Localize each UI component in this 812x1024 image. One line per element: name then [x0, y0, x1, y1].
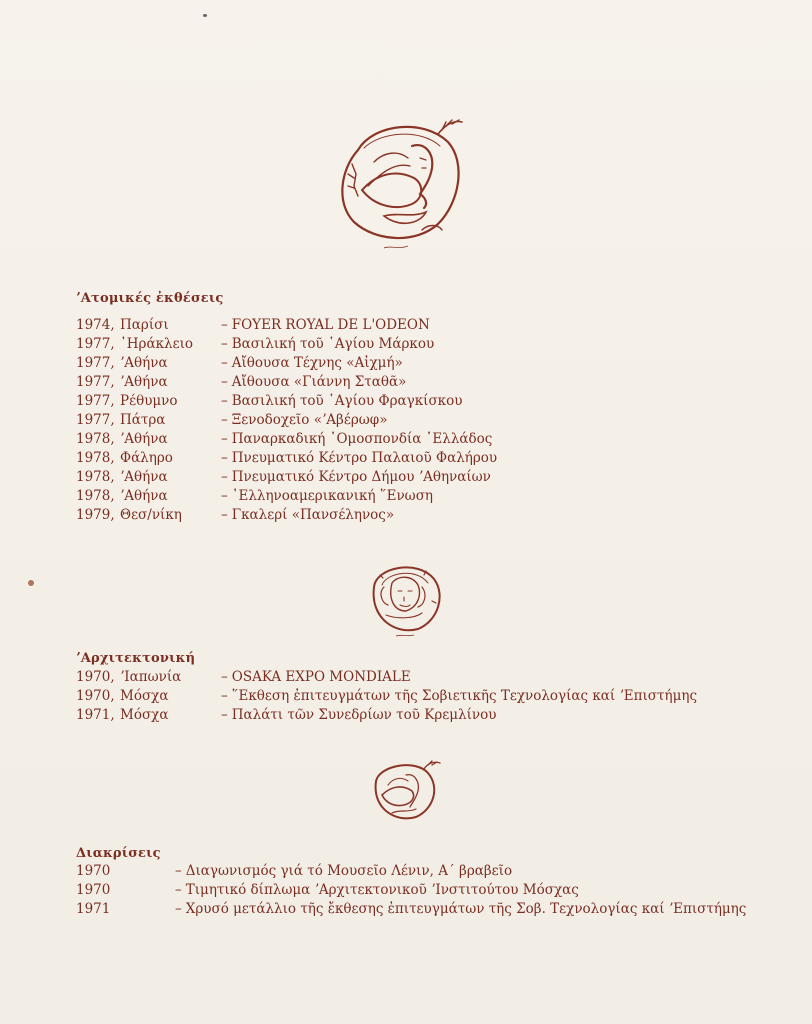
- row-dash: –: [221, 469, 228, 485]
- awards-row: [76, 881, 746, 900]
- row-year: 1977,: [76, 336, 115, 352]
- row-dash: –: [221, 412, 228, 428]
- solo_exhibitions-row: [76, 506, 497, 525]
- row-place: ʼΑθήνα: [120, 469, 168, 485]
- row-venue: Τιμητικό δίπλωμα ʼΑρχιτεκτονικοῦ ʼΙνστιτούτου Μόσχας: [185, 882, 579, 898]
- row-place: ʼΑθήνα: [120, 431, 168, 447]
- architecture-row: [76, 668, 697, 687]
- awards-title: Διακρίσεις: [76, 846, 161, 861]
- solo_exhibitions-row: [76, 354, 497, 373]
- awards-row: [76, 862, 746, 881]
- row-dash: –: [175, 863, 182, 879]
- solo_exhibitions-row: [76, 449, 497, 468]
- dove-woman-emblem-icon: [328, 112, 468, 254]
- row-place: Φάληρο: [120, 450, 173, 466]
- row-dash: –: [175, 882, 182, 898]
- row-dash: –: [221, 688, 228, 704]
- row-place: ʼΑθήνα: [120, 355, 168, 371]
- paper-speck: [203, 14, 207, 17]
- solo-exhibitions-list: [76, 316, 497, 525]
- row-dash: –: [221, 431, 228, 447]
- row-year: 1971,: [76, 707, 115, 723]
- row-venue: ῞Εκθεση ἐπιτευγμάτων τῆς Σοβιετικῆς Τεχνολογίας καί ʼΕπιστήμης: [231, 688, 698, 704]
- row-venue: Παναρκαδική ῾Ομοσπονδία ῾Ελλάδος: [231, 431, 493, 447]
- solo_exhibitions-row: [76, 335, 497, 354]
- architecture-title: ʼΑρχιτεκτονική: [76, 651, 196, 666]
- architecture-row: [76, 687, 697, 706]
- row-year: 1970: [76, 882, 111, 898]
- row-place: Παρίσι: [120, 317, 169, 333]
- row-venue: Παλάτι τῶν Συνεδρίων τοῦ Κρεμλίνου: [231, 707, 497, 723]
- awards-list: [76, 862, 746, 919]
- architecture-list: [76, 668, 697, 725]
- row-venue: Πνευματικό Κέντρο Δήμου ʼΑθηναίων: [231, 469, 491, 485]
- solo_exhibitions-row: [76, 430, 497, 449]
- row-dash: –: [221, 507, 228, 523]
- row-place: ʼΙαπωνία: [120, 669, 182, 685]
- row-year: 1978,: [76, 469, 115, 485]
- row-venue: Χρυσό μετάλλιο τῆς ἔκθεσης ἐπιτευγμάτων τῆς Σοβ. Τεχνολογίας καί ʼΕπιστήμης: [185, 901, 747, 917]
- row-dash: –: [221, 707, 228, 723]
- row-year: 1979,: [76, 507, 115, 523]
- solo-exhibitions-title: ʼΑτομικές ἐκθέσεις: [76, 291, 224, 306]
- row-year: 1978,: [76, 488, 115, 504]
- row-dash: –: [221, 669, 228, 685]
- awards-row: [76, 900, 746, 919]
- architecture-row: [76, 706, 697, 725]
- row-venue: Διαγωνισμός γιά τό Μουσεῖο Λένιν, Α΄ βραβεῖο: [185, 863, 513, 879]
- row-venue: ῾Ελληνοαμερικανική ῞Ενωση: [231, 488, 433, 504]
- row-venue: FOYER ROYAL DE L'ODEON: [231, 317, 430, 333]
- row-venue: Γκαλερί «Πανσέληνος»: [231, 507, 395, 523]
- row-venue: Αἴθουσα Τέχνης «Αἰχμή»: [231, 355, 403, 371]
- row-dash: –: [221, 450, 228, 466]
- row-place: Μόσχα: [120, 707, 169, 723]
- solo_exhibitions-row: [76, 392, 497, 411]
- row-venue: Βασιλική τοῦ ῾Αγίου Μάρκου: [231, 336, 435, 352]
- row-dash: –: [221, 488, 228, 504]
- row-year: 1978,: [76, 450, 115, 466]
- row-year: 1977,: [76, 393, 115, 409]
- row-venue: Αἴθουσα «Γιάννη Σταθᾶ»: [231, 374, 407, 390]
- row-year: 1978,: [76, 431, 115, 447]
- row-venue: OSAKA EXPO MONDIALE: [231, 669, 411, 685]
- row-place: Ρέθυμνο: [120, 393, 178, 409]
- paper-speck: [28, 580, 34, 586]
- solo_exhibitions-row: [76, 373, 497, 392]
- face-medallion-icon: [362, 557, 446, 639]
- row-place: Θεσ/νίκη: [120, 507, 182, 523]
- row-year: 1977,: [76, 355, 115, 371]
- row-year: 1970,: [76, 669, 115, 685]
- solo_exhibitions-row: [76, 468, 497, 487]
- row-dash: –: [221, 317, 228, 333]
- row-year: 1977,: [76, 374, 115, 390]
- solo_exhibitions-row: [76, 316, 497, 335]
- row-place: ʼΑθήνα: [120, 488, 168, 504]
- row-year: 1977,: [76, 412, 115, 428]
- row-dash: –: [221, 336, 228, 352]
- row-dash: –: [221, 355, 228, 371]
- row-year: 1970: [76, 863, 111, 879]
- row-year: 1971: [76, 901, 111, 917]
- row-place: ʼΑθήνα: [120, 374, 168, 390]
- row-place: Πάτρα: [120, 412, 166, 428]
- dove-woman-small-emblem-icon: [362, 757, 444, 825]
- row-place: Μόσχα: [120, 688, 169, 704]
- solo_exhibitions-row: [76, 411, 497, 430]
- row-year: 1970,: [76, 688, 115, 704]
- row-dash: –: [221, 393, 228, 409]
- row-dash: –: [221, 374, 228, 390]
- row-venue: Ξενοδοχεῖο «ʼΑβέρωφ»: [231, 412, 388, 428]
- row-year: 1974,: [76, 317, 115, 333]
- row-dash: –: [175, 901, 182, 917]
- row-venue: Πνευματικό Κέντρο Παλαιοῦ Φαλήρου: [231, 450, 498, 466]
- row-place: ῾Ηράκλειο: [120, 336, 193, 352]
- solo_exhibitions-row: [76, 487, 497, 506]
- row-venue: Βασιλική τοῦ ῾Αγίου Φραγκίσκου: [231, 393, 463, 409]
